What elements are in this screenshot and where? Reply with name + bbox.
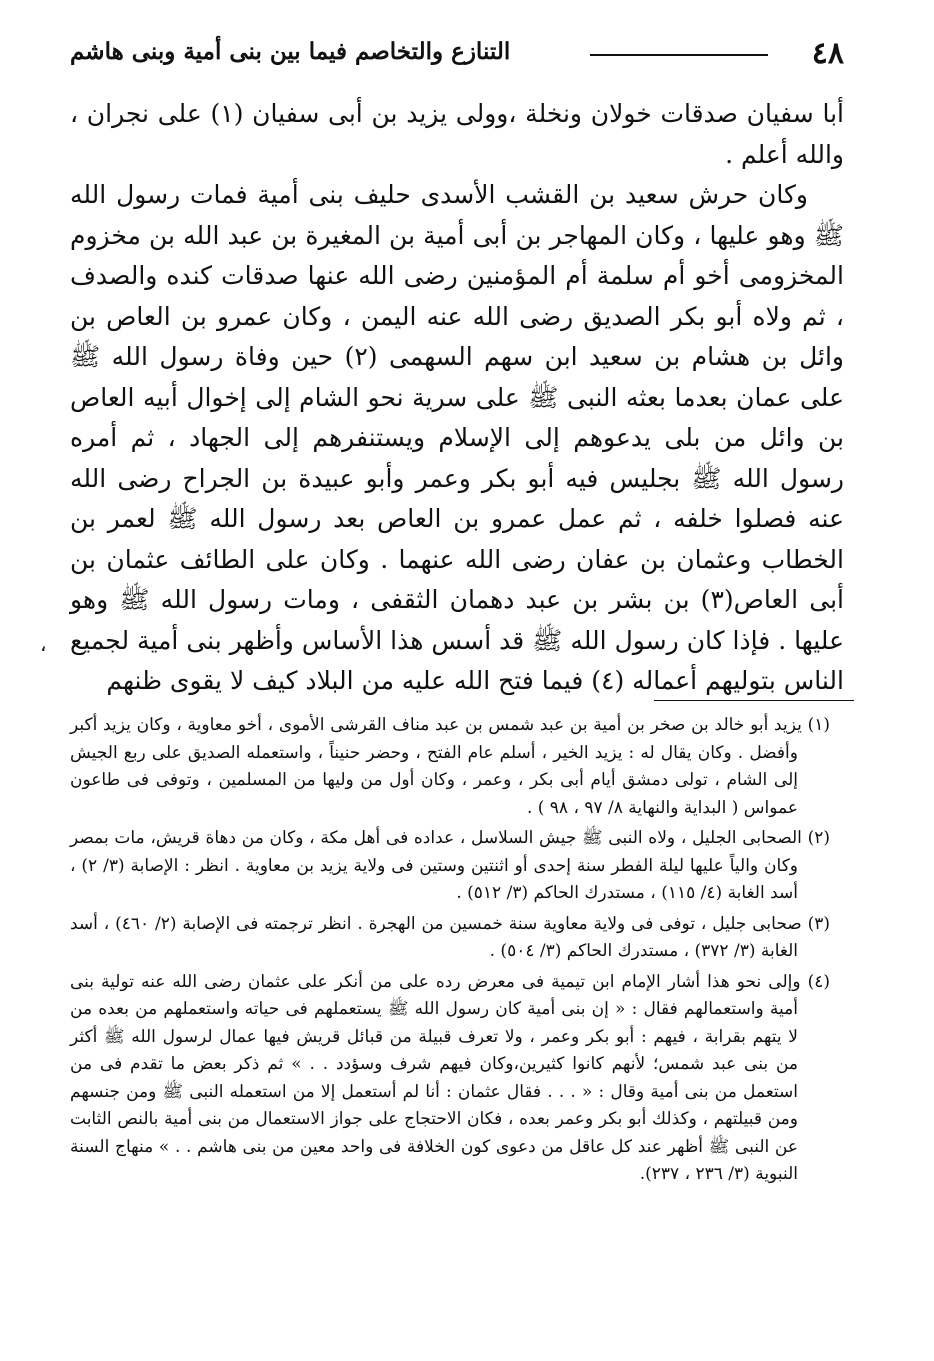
footnotes [70, 712, 830, 1192]
footnote-separator [654, 700, 854, 701]
footnote-4: (٤) وإلى نحو هذا أشار الإمام ابن تيمية فى معرض رده على من أنكر على عثمان رضى الله عنه تولية بنى أمية واستعمالهم فقال : « إن بنى أمية كان رسول الله ﷺ يستعملهم فى حياته واستعملهم من بعده من لا يتهم بقرابة ، فيهم : أبو بكر وعمر ، ولا تعرف قبيلة من قبائل قريش فيها عمال لرسول الله ﷺ أكثر من بنى عبد شمس؛ لأنهم كانوا كثيرين،وكان فيهم شرف وسؤدد . . » ثم ذكر بعض ما تقدم فى من استعمل من بنى أمية وقال : « . . . فقال عثمان : أنا لم أستعمل إلا من استعمله النبى ﷺ ومن جنسهم ومن قبيلتهم ، وكذلك أبو بكر وعمر بعده ، فكان الاحتجاج على جواز الاستعمال من بنى أمية بالنص الثابت عن النبى ﷺ أظهر عند كل عاقل من دعوى كون الخلافة فى واحد معين من بنى هاشم . . » منهاج السنة النبوية (٣/ ٢٣٦ ، ٢٣٧). [70, 971, 830, 1184]
page-number: ٤٨ [811, 36, 844, 71]
running-title: التنازع والتخاصم فيما بين بنى أمية وبنى هاشم [70, 38, 511, 65]
footnote-2: (٢) الصحابى الجليل ، ولاه النبى ﷺ جيش السلاسل ، عداده فى أهل مكة ، وكان من دهاة قريش، مات بمصر وكان والياً عليها ليلة الفطر سنة إحدى أو اثنتين وستين فى ولاية يزيد بن معاوية . انظر : الإصابة (٣/ ٢) ، أسد الغابة (٤/ ١١٥) ، مستدرك الحاكم (٣/ ٥١٢) . [70, 828, 830, 903]
paragraph: وكان حرش سعيد بن القشب الأسدى حليف بنى أمية فمات رسول الله ﷺ وهو عليها ، وكان المهاجر بن أبى أمية بن المغيرة بن عبد الله بن مخزوم المخزومى أخو أم سلمة أم المؤمنين رضى الله عنها صدقات كنده والصدف ، ثم ولاه أبو بكر الصديق رضى الله عنه اليمن ، وكان عمرو بن العاص بن وائل بن هشام بن سعيد ابن سهم السهمى (٢) حين وفاة رسول الله ﷺ على عمان بعدما بعثه النبى ﷺ على سرية نحو الشام إلى إخوال أبيه العاص بن وائل من بلى يدعوهم إلى الإسلام ويستنفرهم إلى الجهاد ، ثم أمره رسول الله ﷺ بجليس فيه أبو بكر وعمر وأبو عبيدة بن الجراح رضى الله عنه فصلوا خلفه ، ثم عمل عمرو بن العاص بعد رسول الله ﷺ لعمر بن الخطاب وعثمان بن عفان رضى الله عنهما . وكان على الطائف عثمان بن أبى العاص(٣) بن بشر بن عبد دهمان الثقفى ، ومات رسول الله ﷺ وهو عليها . فإذا كان رسول الله ﷺ قد أسس هذا الأساس وأظهر بنى أمية لجميع الناس بتوليهم أعماله (٤) فيما فتح الله عليه من البلاد كيف لا يقوى ظنهم [70, 180, 844, 695]
margin-mark: ، [40, 632, 47, 656]
footnote-1: (١) يزيد أبو خالد بن صخر بن أمية بن عبد شمس بن عبد مناف القرشى الأموى ، أخو معاوية ، وكان يزيد أكبر وأفضل . وكان يقال له : يزيد الخير ، أسلم عام الفتح ، وحضر حنيناً ، واستعمله الصديق على ربع الجيش إلى الشام ، تولى دمشق أيام أبى بكر ، وعمر ، وكان أول من وليها من المسلمين ، وتوفى فى طاعون عمواس ( البداية والنهاية ٨/ ٩٧ ، ٩٨ ) . [70, 715, 830, 818]
page-header [70, 30, 844, 78]
main-text [70, 94, 844, 702]
header-rule [590, 54, 768, 56]
footnote-3: (٣) صحابى جليل ، توفى فى ولاية معاوية سنة خمسين من الهجرة . انظر ترجمته فى الإصابة (٢/ ٤٦٠) ، أسد الغابة (٣/ ٣٧٢) ، مستدرك الحاكم (٣/ ٥٠٤) . [70, 913, 830, 961]
paragraph: أبا سفيان صدقات خولان ونخلة ،وولى يزيد بن أبى سفيان (١) على نجران ، والله أعلم . [70, 99, 845, 169]
